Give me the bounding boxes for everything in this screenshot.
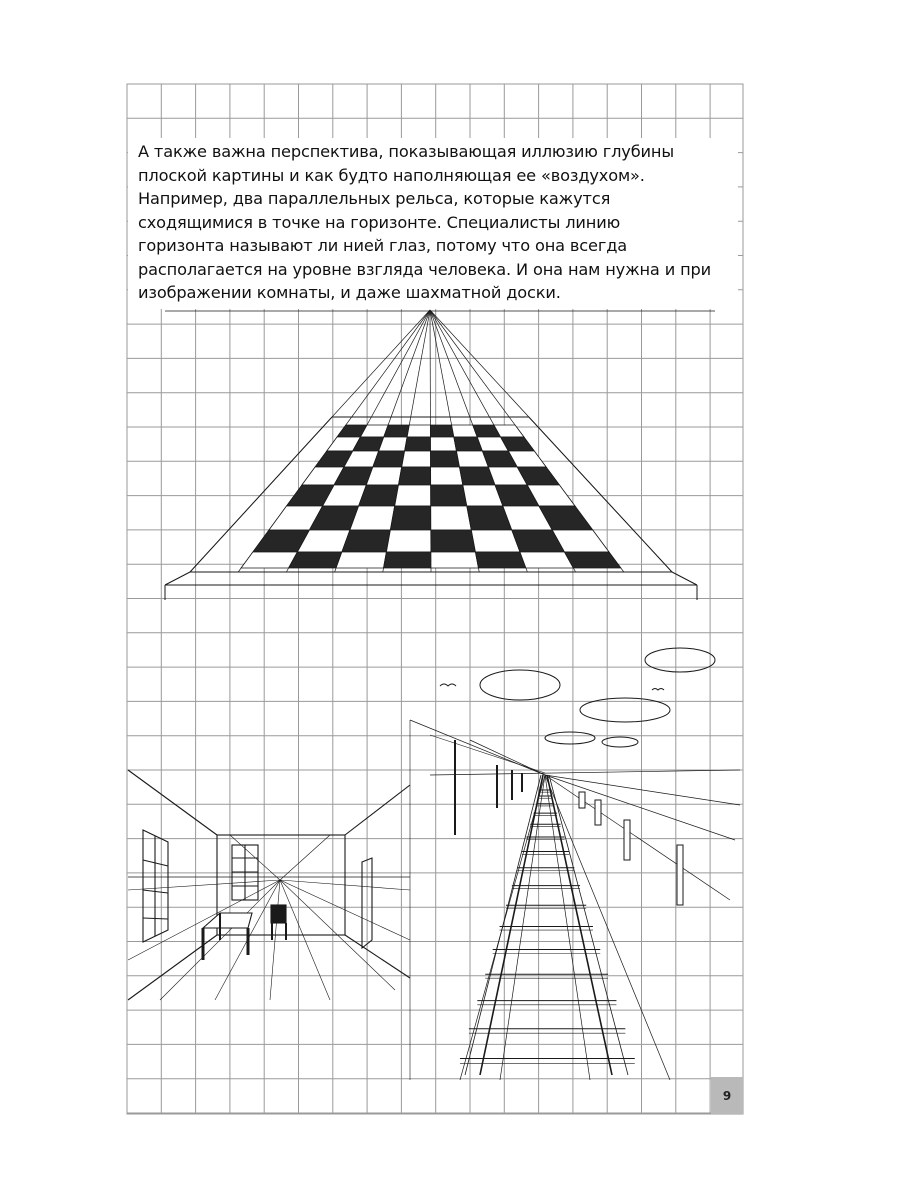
paragraph-line: горизонта называют ли нией глаз, потому что она всегда <box>138 236 628 255</box>
paragraph-line: изображении комнаты, и даже шахматной доски. <box>138 283 561 302</box>
paragraph-line: плоской картины и как будто наполняющая ее «воздухом». <box>138 165 645 185</box>
paragraph-line: сходящимися в точке на горизонте. Специалисты линию <box>138 212 621 232</box>
page-number-box <box>711 1077 743 1114</box>
paragraph-line: А также важна перспектива, показывающая иллюзию глубины <box>138 142 674 161</box>
paragraph-line: располагается на уровне взгляда человека. И она нам нужна и при <box>138 259 711 279</box>
paragraph-line: Например, два параллельных рельса, которые кажутся <box>138 189 611 208</box>
page-number: 9 <box>722 1088 732 1103</box>
